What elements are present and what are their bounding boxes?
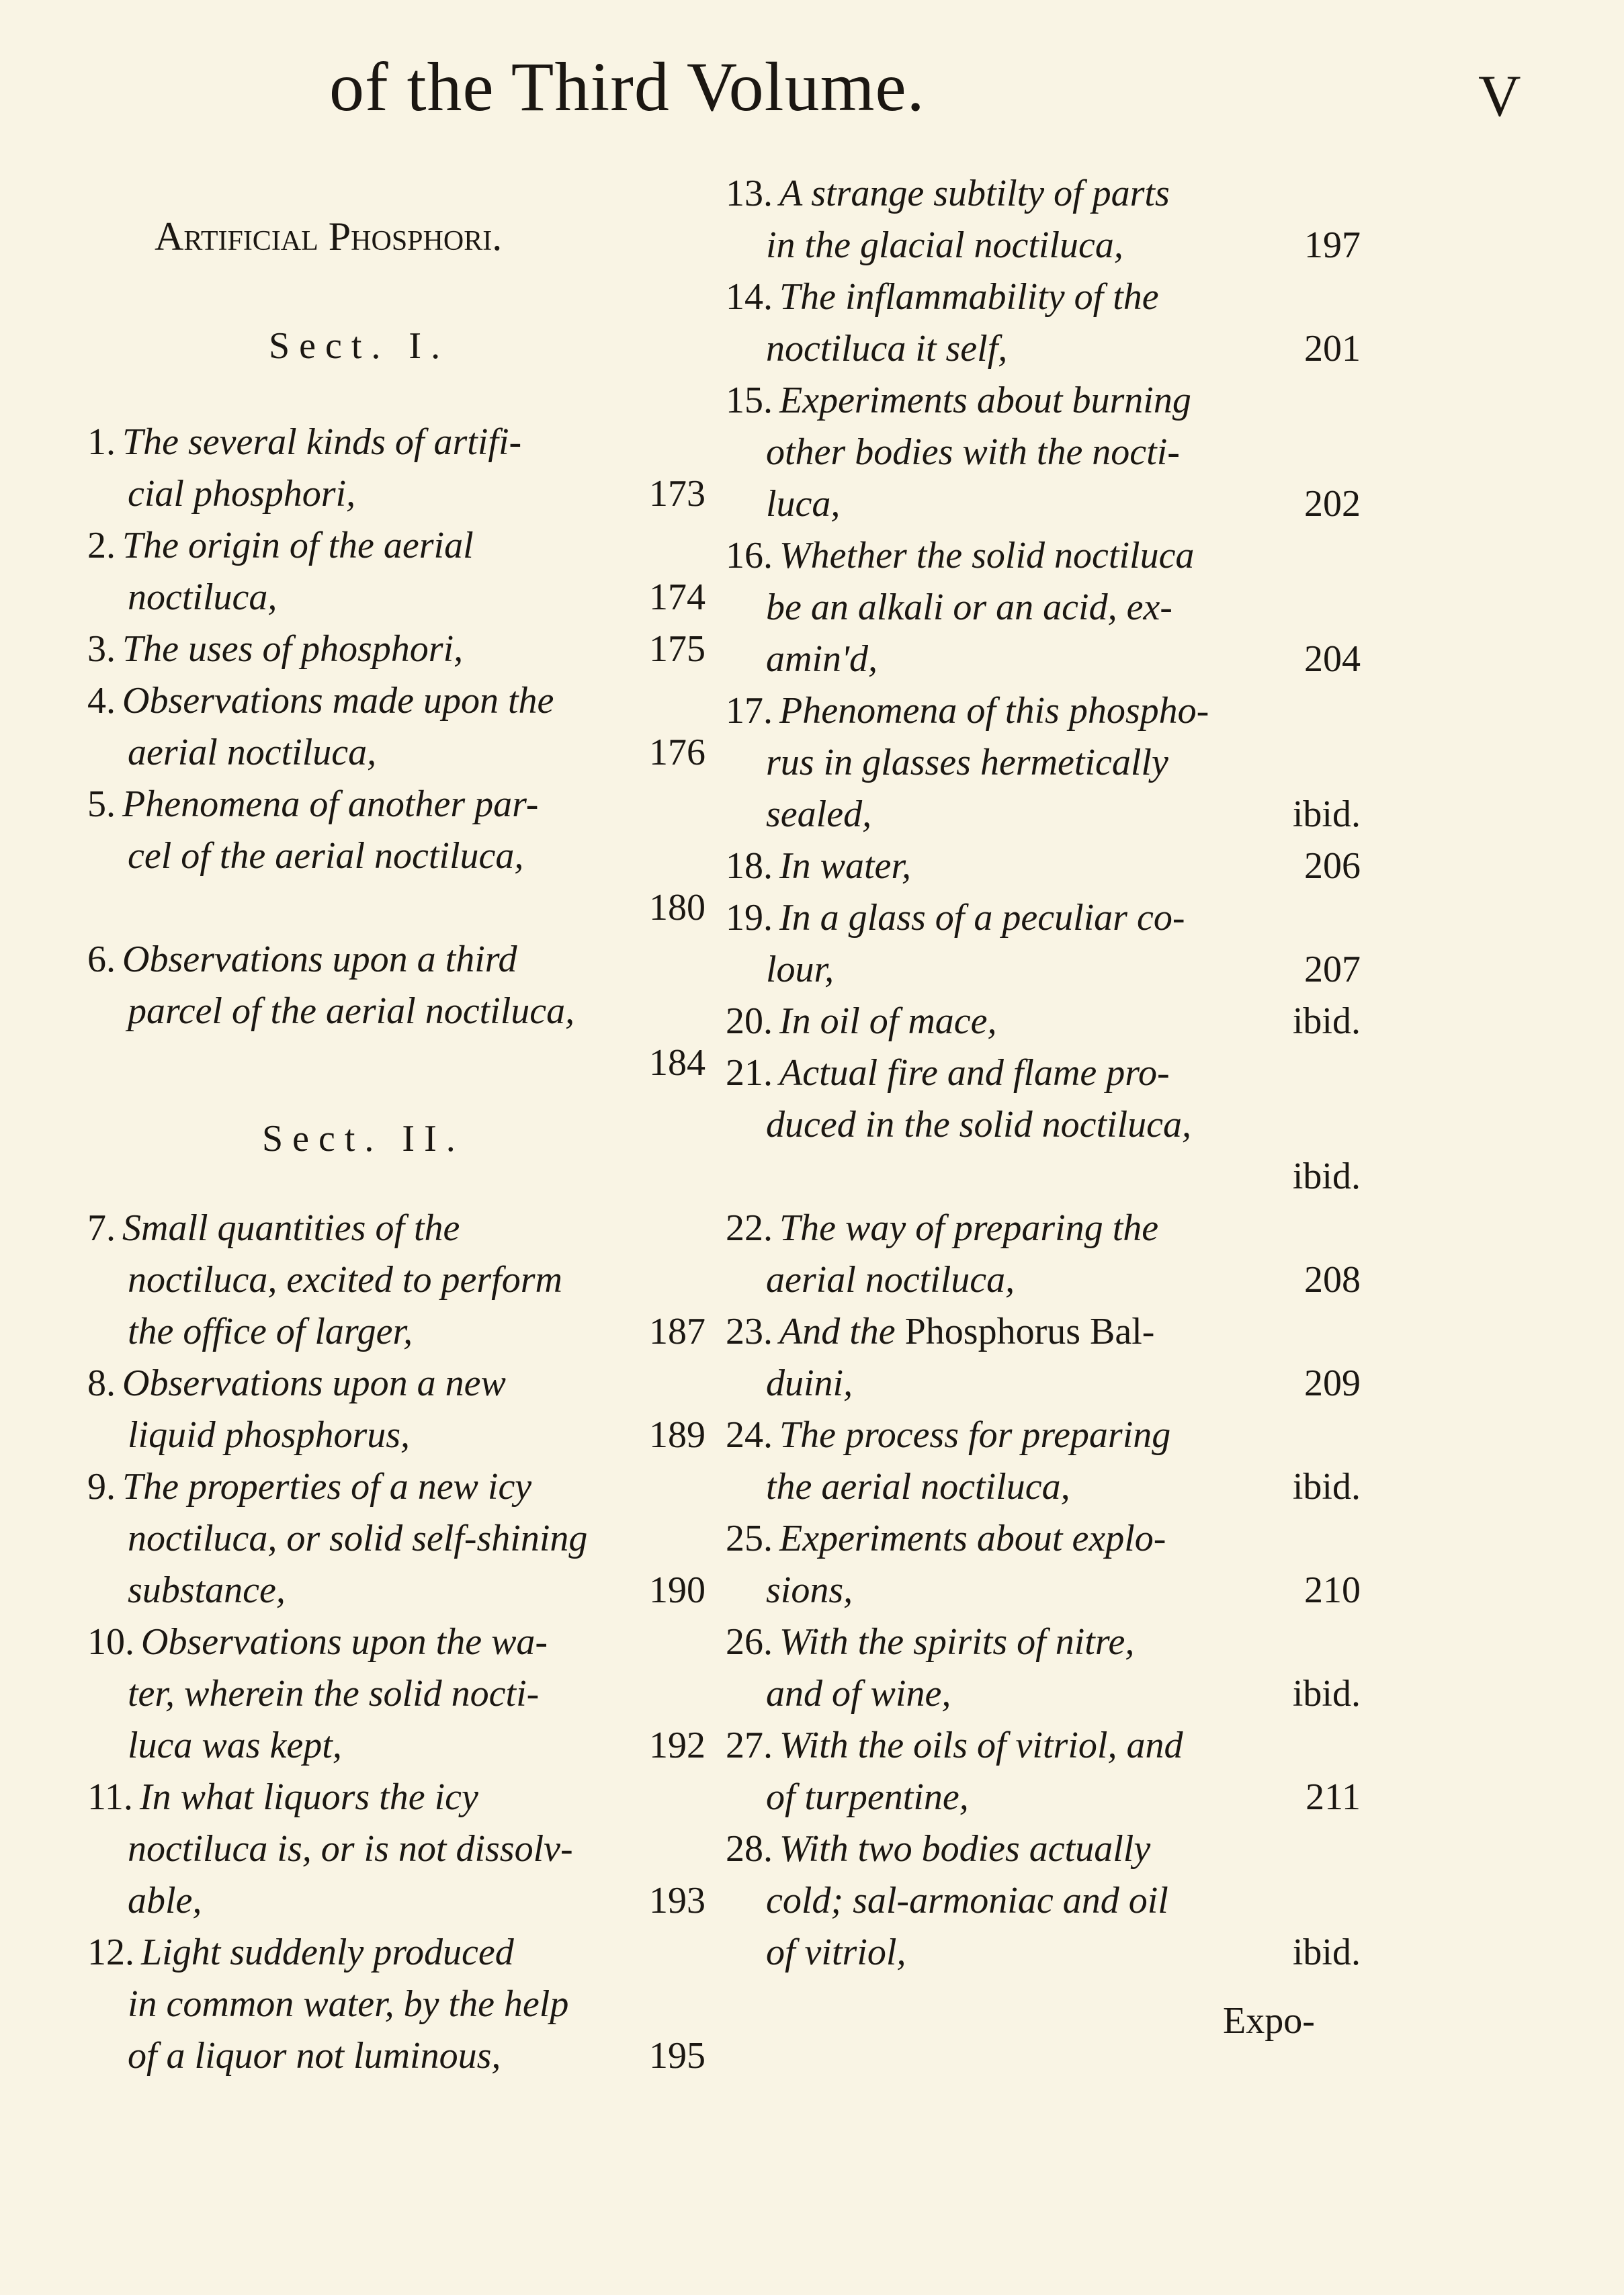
- page-ref: ibid.: [1292, 1466, 1361, 1508]
- toc-entry[interactable]: 8. Observations upon a new liquid phosphorus, 189: [87, 1358, 706, 1461]
- page-number: V: [1478, 64, 1521, 129]
- toc-entry[interactable]: 5. Phenomena of another par- cel of the aerial noctiluca, 180: [87, 779, 706, 934]
- page-ref: 195: [649, 2035, 706, 2077]
- toc-entry[interactable]: 12. Light suddenly produced in common water, by the help of a liquor not luminous, 195: [87, 1927, 706, 2082]
- page-ref: 175: [649, 628, 706, 670]
- toc-entry[interactable]: 19. In a glass of a peculiar co- lour, 207: [726, 892, 1361, 996]
- page-ref: 206: [1304, 845, 1361, 887]
- sect-1-heading: Sect. I.: [269, 325, 450, 367]
- page-ref: 197: [1304, 224, 1361, 266]
- page-ref: 208: [1304, 1259, 1361, 1301]
- toc-entry[interactable]: 28. With two bodies actually cold; sal-armoniac and oil of vitriol, ibid.: [726, 1823, 1361, 1979]
- toc-entry[interactable]: 20. In oil of mace, ibid.: [726, 996, 1361, 1047]
- toc-entry[interactable]: 13. A strange subtilty of parts in the glacial noctiluca, 197: [726, 168, 1361, 271]
- toc-entry[interactable]: 18. In water, 206: [726, 840, 1361, 892]
- page-ref: 176: [649, 732, 706, 773]
- page-ref: 173: [649, 473, 706, 515]
- page-ref: 207: [1304, 949, 1361, 990]
- page-ref: 211: [1306, 1776, 1361, 1818]
- page-ref: 193: [649, 1880, 706, 1921]
- toc-entry[interactable]: 24. The process for preparing the aerial noctiluca, ibid.: [726, 1410, 1361, 1513]
- toc-entry[interactable]: 27. With the oils of vitriol, and of turpentine, 211: [726, 1720, 1361, 1823]
- toc-entry[interactable]: 7. Small quantities of the noctiluca, excited to perform the office of larger, 187: [87, 1203, 706, 1358]
- toc-entry[interactable]: 17. Phenomena of this phospho- rus in glasses hermetically sealed, ibid.: [726, 685, 1361, 840]
- page-ref: 192: [649, 1725, 706, 1766]
- page-ref: 174: [649, 576, 706, 618]
- page-ref: 202: [1304, 483, 1361, 525]
- toc-entry[interactable]: 25. Experiments about explo- sions, 210: [726, 1513, 1361, 1616]
- page-ref: ibid.: [1292, 1000, 1361, 1042]
- page-ref: 204: [1304, 638, 1361, 680]
- toc-entry[interactable]: 10. Observations upon the wa- ter, wherein the solid nocti- luca was kept, 192: [87, 1616, 706, 1772]
- running-title: of the Third Volume.: [329, 48, 925, 126]
- toc-entry[interactable]: 9. The properties of a new icy noctiluca, or solid self-shining substance, 190: [87, 1461, 706, 1616]
- catchword: Expo-: [1223, 2000, 1315, 2042]
- page-ref: 210: [1304, 1569, 1361, 1611]
- page-ref: ibid.: [1292, 1156, 1361, 1197]
- page-ref: 190: [649, 1569, 706, 1611]
- page-ref: 187: [649, 1311, 706, 1352]
- page-ref: ibid.: [1292, 1673, 1361, 1715]
- toc-entry[interactable]: 4. Observations made upon the aerial noctiluca, 176: [87, 675, 706, 779]
- toc-entry[interactable]: 22. The way of preparing the aerial noctiluca, 208: [726, 1203, 1361, 1306]
- toc-entry[interactable]: 26. With the spirits of nitre, and of wine, ibid.: [726, 1616, 1361, 1720]
- toc-entry[interactable]: 11. In what liquors the icy noctiluca is, or is not dissolv- able, 193: [87, 1772, 706, 1927]
- sect-2-heading: Sect. II.: [262, 1118, 465, 1160]
- toc-entry[interactable]: 21. Actual fire and flame pro- duced in the solid noctiluca, ibid.: [726, 1047, 1361, 1203]
- page-ref: 201: [1304, 328, 1361, 370]
- toc-entry[interactable]: 23. And the Phosphorus Bal- duini, 209: [726, 1306, 1361, 1410]
- toc-entry[interactable]: 6. Observations upon a third parcel of the aerial noctiluca, 184: [87, 934, 706, 1089]
- page-ref: 184: [649, 1042, 706, 1084]
- toc-entry[interactable]: 14. The inflammability of the noctiluca it self, 201: [726, 271, 1361, 375]
- page-ref: 189: [649, 1414, 706, 1456]
- section-title: Artificial Phosphori.: [155, 214, 503, 259]
- toc-entry[interactable]: 15. Experiments about burning other bodies with the nocti- luca, 202: [726, 375, 1361, 530]
- toc-entry[interactable]: 3. The uses of phosphori, 175: [87, 623, 706, 675]
- page-ref: ibid.: [1292, 1932, 1361, 1973]
- page-ref: 180: [649, 887, 706, 928]
- page-ref: ibid.: [1292, 793, 1361, 835]
- page-ref: 209: [1304, 1362, 1361, 1404]
- toc-entry[interactable]: 2. The origin of the aerial noctiluca, 174: [87, 520, 706, 623]
- toc-entry[interactable]: 16. Whether the solid noctiluca be an alkali or an acid, ex- amin'd, 204: [726, 530, 1361, 685]
- toc-entry[interactable]: 1. The several kinds of artifi- cial phosphori, 173: [87, 417, 706, 520]
